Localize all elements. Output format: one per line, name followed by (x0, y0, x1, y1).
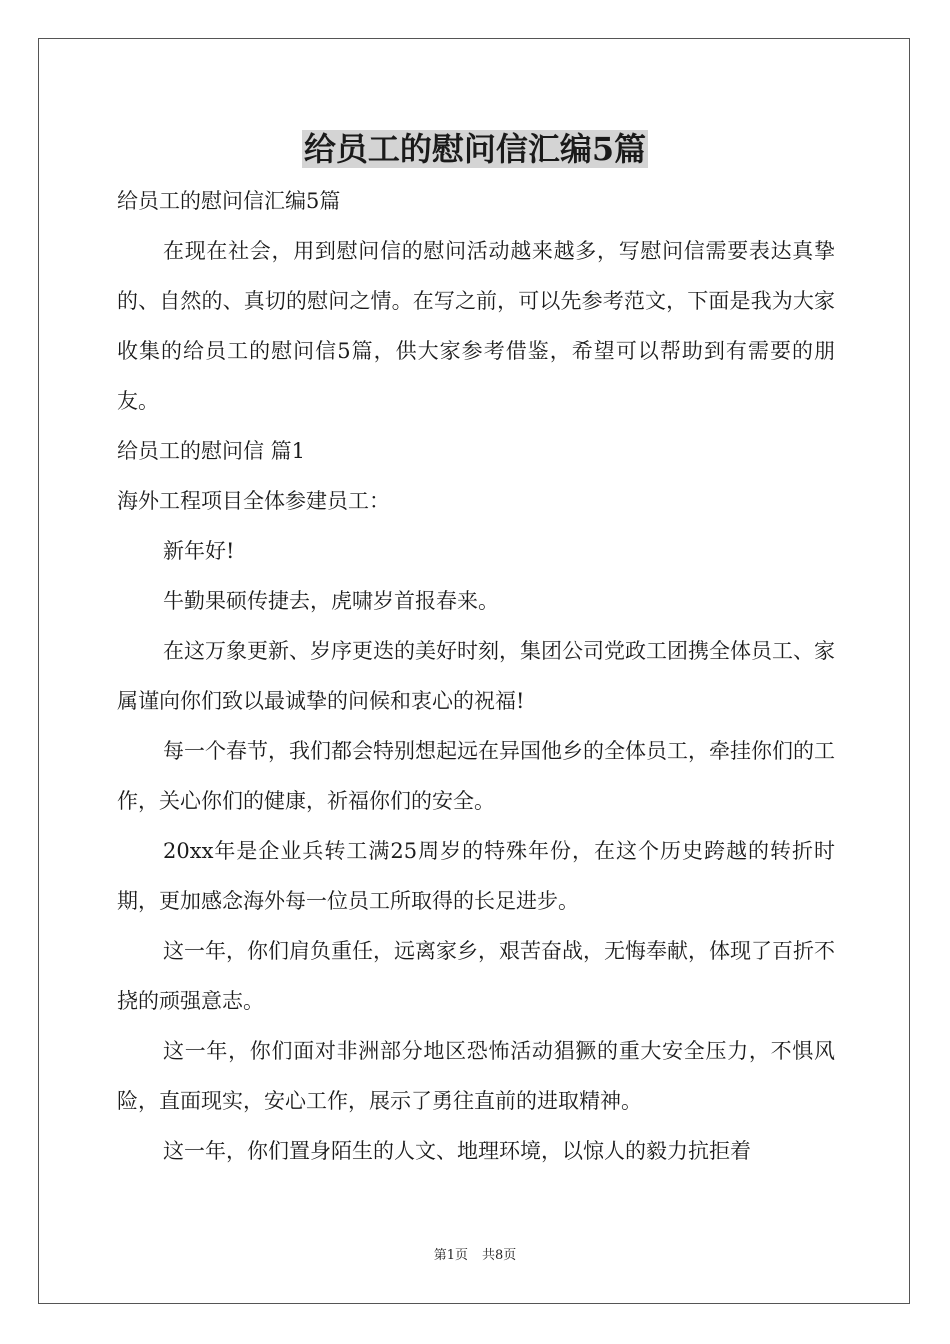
document-body (117, 176, 835, 1176)
paragraph: 这一年，你们面对非洲部分地区恐怖活动猖獗的重大安全压力，不惧风险，直面现实，安心工作，展示了勇往直前的进取精神。 (117, 1039, 835, 1113)
page-total: 共8页 (482, 1248, 517, 1263)
paragraph: 这一年，你们肩负重任，远离家乡，艰苦奋战，无悔奉献，体现了百折不挠的顽强意志。 (117, 939, 835, 1013)
letter-salutation: 海外工程项目全体参建员工： (117, 489, 390, 513)
paragraph: 20xx年是企业兵转工满25周岁的特殊年份，在这个历史跨越的转折时期，更加感念海外每一位员工所取得的长足进步。 (117, 839, 835, 913)
page-number: 第1页 (433, 1248, 468, 1263)
section-heading: 给员工的慰问信 篇1 (117, 439, 306, 463)
document-title (0, 124, 950, 174)
paragraph-intro: 在现在社会，用到慰问信的慰问活动越来越多，写慰问信需要表达真挚的、自然的、真切的慰问之情。在写之前，可以先参考范文，下面是我为大家收集的给员工的慰问信5篇，供大家参考借鉴，希望可以帮助到有需要的朋友。 (117, 239, 835, 413)
paragraph-greeting: 新年好! (163, 539, 235, 563)
document-title-text: 给员工的慰问信汇编5篇 (303, 130, 647, 168)
paragraph: 这一年，你们置身陌生的人文、地理环境，以惊人的毅力抗拒着 (163, 1139, 751, 1163)
page-footer (0, 1246, 950, 1266)
paragraph: 在这万象更新、岁序更迭的美好时刻，集团公司党政工团携全体员工、家属谨向你们致以最诚挚的问候和衷心的祝福! (117, 639, 835, 713)
paragraph-subtitle: 给员工的慰问信汇编5篇 (117, 189, 341, 213)
paragraph: 牛勤果硕传捷去，虎啸岁首报春来。 (163, 589, 499, 613)
paragraph: 每一个春节，我们都会特别想起远在异国他乡的全体员工，牵挂你们的工作，关心你们的健康，祈福你们的安全。 (117, 739, 835, 813)
